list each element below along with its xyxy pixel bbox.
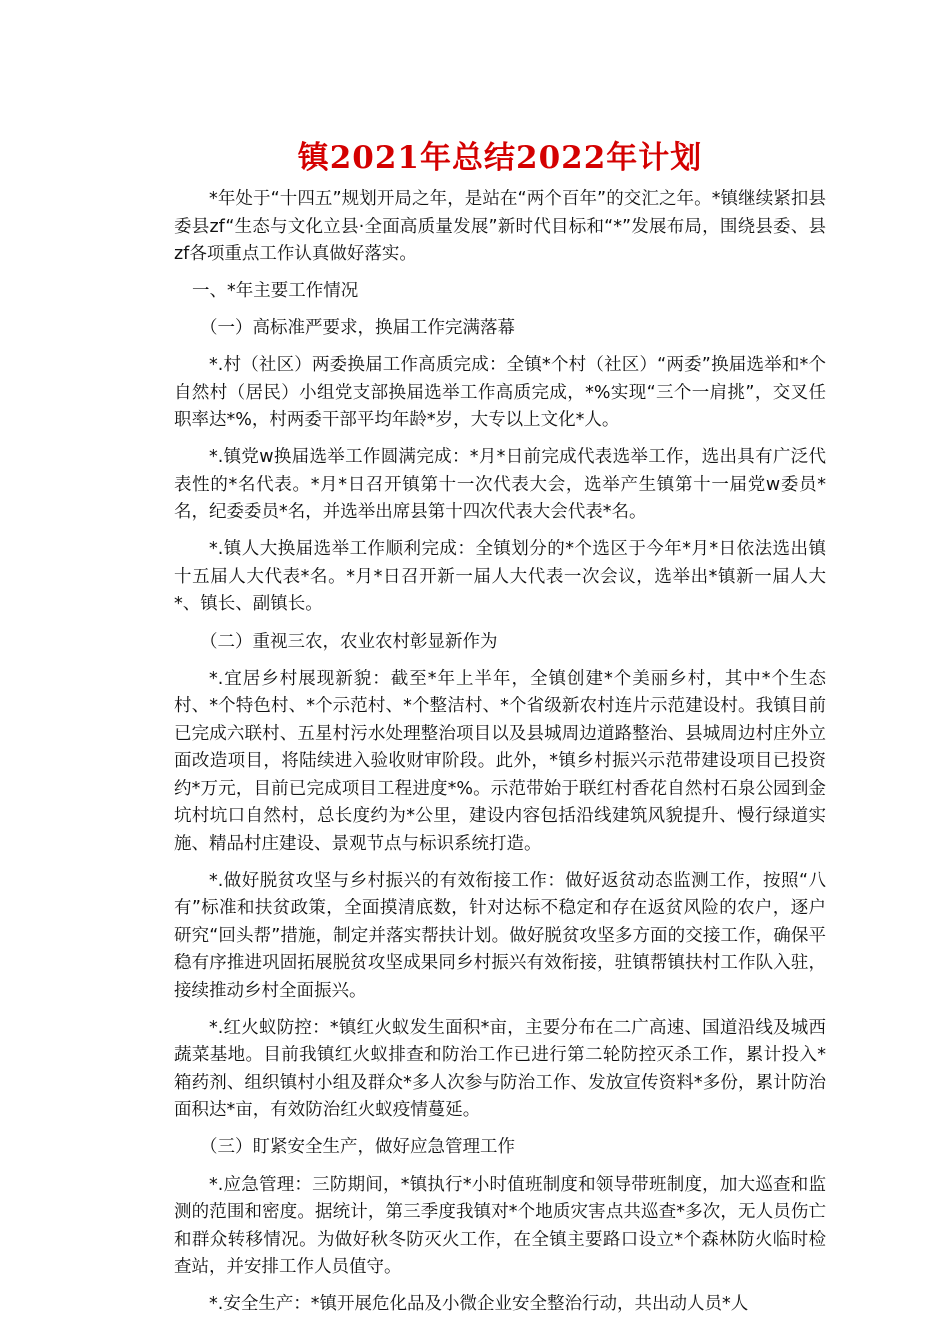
document-title: 镇2021年总结2022年计划 bbox=[297, 140, 703, 176]
document-body bbox=[174, 186, 826, 1328]
paragraph: *.镇党w换届选举工作圆满完成：*月*日前完成代表选举工作，选出具有广泛代表性的*名代表。*月*日召开镇第十一次代表大会，选举产生镇第十一届党w委员*名，纪委委员*名，并选举出席县第十四次代表大会代表*名。 bbox=[174, 447, 826, 523]
paragraph: *.镇人大换届选举工作顺利完成：全镇划分的*个选区于今年*月*日依法选出镇十五届人大代表*名。*月*日召开新一届人大代表一次会议，选举出*镇新一届人大*、镇长、副镇长。 bbox=[174, 539, 826, 615]
paragraph: *.红火蚁防控：*镇红火蚁发生面积*亩，主要分布在二广高速、国道沿线及城西蔬菜基地。目前我镇红火蚁排查和防治工作已进行第二轮防控灭杀工作，累计投入*箱药剂、组织镇村小组及群众*多人次参与防治工作、发放宣传资料*多份，累计防治面积达*亩，有效防治红火蚁疫情蔓延。 bbox=[174, 1017, 826, 1121]
paragraph: *.宜居乡村展现新貌：截至*年上半年，全镇创建*个美丽乡村，其中*个生态村、*个特色村、*个示范村、*个整洁村、*个省级新农村连片示范建设村。我镇目前已完成六联村、五星村污水处理整治项目以及县城周边道路整治、县城周边村庄外立面改造项目，将陆续进入验收财审阶段。此外，*镇乡村振兴示范带建设项目已投资约*万元，目前已完成项目工程进度*%。示范带始于联红村香花自然村石泉公园到金坑村坑口自然村，总长度约为*公里，建设内容包括沿线建筑风貌提升、慢行绿道实施、精品村庄建设、景观节点与标识系统打造。 bbox=[174, 668, 826, 854]
subsection-heading: （二）重视三农，农业农村彰显新作为 bbox=[200, 631, 498, 652]
paragraph: *.村（社区）两委换届工作高质完成：全镇*个村（社区）“两委”换届选举和*个自然村（居民）小组党支部换届选举工作高质完成，*%实现“三个一肩挑”，交叉任职率达*%，村两委干部平均年龄*岁，大专以上文化*人。 bbox=[174, 355, 826, 431]
section-heading: 一、*年主要工作情况 bbox=[192, 281, 359, 302]
paragraph: *年处于“十四五”规划开局之年，是站在“两个百年”的交汇之年。*镇继续紧扣县委县zf“生态与文化立县·全面高质量发展”新时代目标和“*”发展布局，围绕县委、县zf各项重点工作认真做好落实。 bbox=[174, 189, 826, 264]
paragraph: *.安全生产：*镇开展危化品及小微企业安全整治行动，共出动人员*人 bbox=[209, 1294, 749, 1315]
subsection-heading: （一）高标准严要求，换届工作完满落幕 bbox=[200, 318, 515, 339]
subsection-heading: （三）盯紧安全生产，做好应急管理工作 bbox=[200, 1137, 515, 1158]
paragraph: *.应急管理：三防期间，*镇执行*小时值班制度和领导带班制度，加大巡查和监测的范围和密度。据统计，第三季度我镇对*个地质灾害点共巡查*多次，无人员伤亡和群众转移情况。为做好秋冬防灭火工作，在全镇主要路口设立*个森林防火临时检查站，并安排工作人员值守。 bbox=[174, 1174, 826, 1278]
paragraph: *.做好脱贫攻坚与乡村振兴的有效衔接工作：做好返贫动态监测工作，按照“八有”标准和扶贫政策，全面摸清底数，针对达标不稳定和存在返贫风险的农户，逐户研究“回头帮”措施，制定并落实帮扶计划。做好脱贫攻坚多方面的交接工作，确保平稳有序推进巩固拓展脱贫攻坚成果同乡村振兴有效衔接，驻镇帮镇扶村工作队入驻，接续推动乡村全面振兴。 bbox=[174, 870, 826, 1001]
